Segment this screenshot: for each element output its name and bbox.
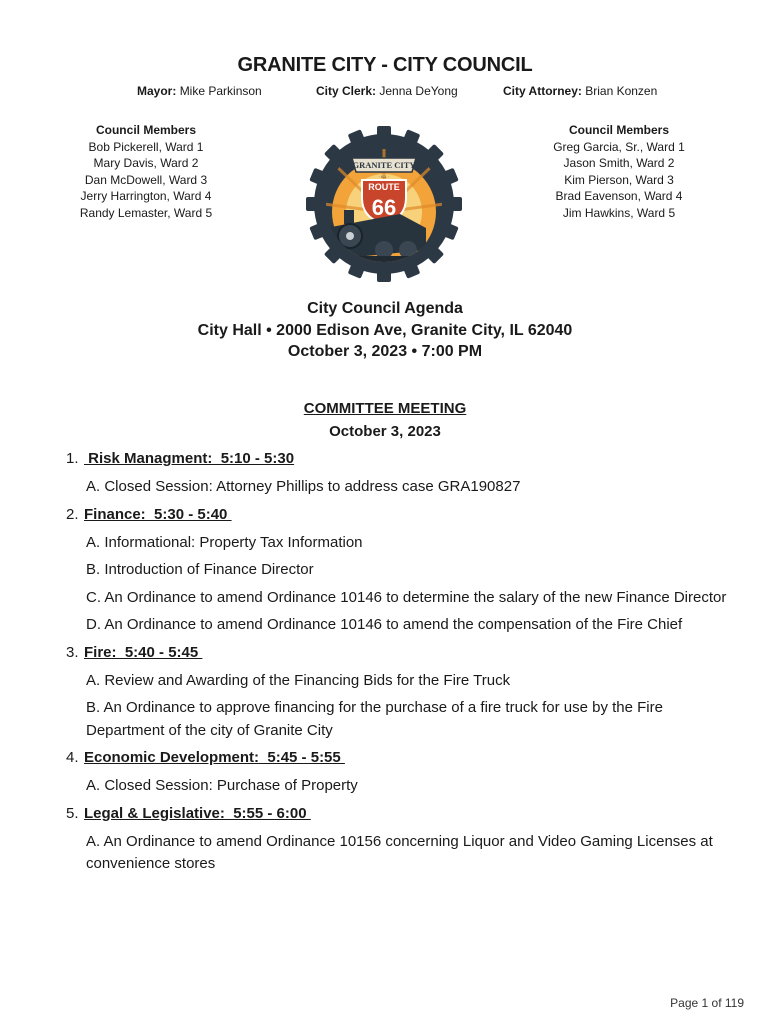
agenda-list xyxy=(66,448,736,881)
council-member: Jerry Harrington, Ward 4 xyxy=(80,189,212,204)
committee-header xyxy=(0,397,770,443)
council-member: Mary Davis, Ward 2 xyxy=(93,156,199,171)
agenda-item-number: 5. xyxy=(66,804,79,822)
council-members-right xyxy=(538,122,700,222)
council-member: Dan McDowell, Ward 3 xyxy=(84,172,208,187)
agenda-item-heading: Fire: 5:40 - 5:45 xyxy=(84,643,203,661)
meeting-datetime: October 3, 2023 • 7:00 PM xyxy=(287,343,483,360)
attorney-label: City Attorney: xyxy=(503,84,582,98)
council-member: Randy Lemaster, Ward 5 xyxy=(79,205,213,220)
clerk-line xyxy=(316,84,458,98)
clerk-label: City Clerk: xyxy=(316,84,377,98)
committee-date: October 3, 2023 xyxy=(329,423,441,440)
document-title: GRANITE CITY - CITY COUNCIL xyxy=(237,54,533,76)
council-members-left xyxy=(66,122,226,222)
clerk-name: Jenna DeYong xyxy=(379,84,458,98)
council-members-heading: Council Members xyxy=(95,123,197,137)
agenda-item xyxy=(66,448,736,499)
agenda-item-number: 1. xyxy=(66,450,79,467)
agenda-item xyxy=(66,747,736,798)
agenda-item xyxy=(66,803,736,876)
agenda-subitem: B. Introduction of Finance Director xyxy=(86,561,314,578)
agenda-subitem: A. Closed Session: Attorney Phillips to address case GRA190827 xyxy=(86,478,521,495)
seal-top-text: GRANITE CITY xyxy=(352,160,416,170)
meeting-header xyxy=(0,298,770,363)
agenda-item-number: 4. xyxy=(66,749,79,766)
council-members-heading: Council Members xyxy=(568,123,670,137)
committee-title: COMMITTEE MEETING xyxy=(303,400,467,417)
agenda-item-heading: Legal & Legislative: 5:55 - 6:00 xyxy=(84,804,311,822)
council-member: Jim Hawkins, Ward 5 xyxy=(562,205,676,220)
seal-sub-text: · ILL · xyxy=(378,174,390,179)
city-seal-logo xyxy=(304,124,464,284)
agenda-item-number: 3. xyxy=(66,643,79,661)
agenda-subitem: B. An Ordinance to approve financing for the purchase of a fire truck for use by the Fire Department of the city of Granite City xyxy=(86,699,663,739)
mayor-name: Mike Parkinson xyxy=(179,84,262,98)
route-text: ROUTE xyxy=(368,182,400,192)
mayor-label: Mayor: xyxy=(137,84,177,98)
page-number: Page 1 of 119 xyxy=(670,996,744,1010)
agenda-subitem: A. Informational: Property Tax Information xyxy=(86,533,363,551)
council-member: Brad Eavenson, Ward 4 xyxy=(555,189,683,204)
agenda-subitem: A. An Ordinance to amend Ordinance 10156 concerning Liquor and Video Gaming Licenses at convenience stores xyxy=(86,832,713,872)
meeting-location: City Hall • 2000 Edison Ave, Granite City, IL 62040 xyxy=(197,321,573,339)
agenda-subitem: D. An Ordinance to amend Ordinance 10146 to amend the compensation of the Fire Chief xyxy=(86,616,683,633)
agenda-item-number: 2. xyxy=(66,505,79,523)
attorney-line xyxy=(503,84,657,98)
agenda-item-heading: Finance: 5:30 - 5:40 xyxy=(84,505,232,523)
agenda-subitem: C. An Ordinance to amend Ordinance 10146 to determine the salary of the new Finance Director xyxy=(86,588,727,606)
agenda-item-heading: Economic Development: 5:45 - 5:55 xyxy=(84,749,345,766)
agenda-subitem: A. Closed Session: Purchase of Property xyxy=(86,777,358,794)
mayor-line xyxy=(137,84,262,98)
council-member: Kim Pierson, Ward 3 xyxy=(564,172,674,187)
agenda-item xyxy=(66,504,736,637)
meeting-title: City Council Agenda xyxy=(307,300,463,317)
agenda-subitem: A. Review and Awarding of the Financing Bids for the Fire Truck xyxy=(86,671,511,689)
agenda-item xyxy=(66,642,736,743)
agenda-item-heading: Risk Managment: 5:10 - 5:30 xyxy=(84,450,295,467)
route-number: 66 xyxy=(371,195,397,220)
council-member: Bob Pickerell, Ward 1 xyxy=(88,139,204,154)
council-member: Jason Smith, Ward 2 xyxy=(563,156,675,171)
attorney-name: Brian Konzen xyxy=(585,84,658,98)
council-member: Greg Garcia, Sr., Ward 1 xyxy=(553,139,685,154)
